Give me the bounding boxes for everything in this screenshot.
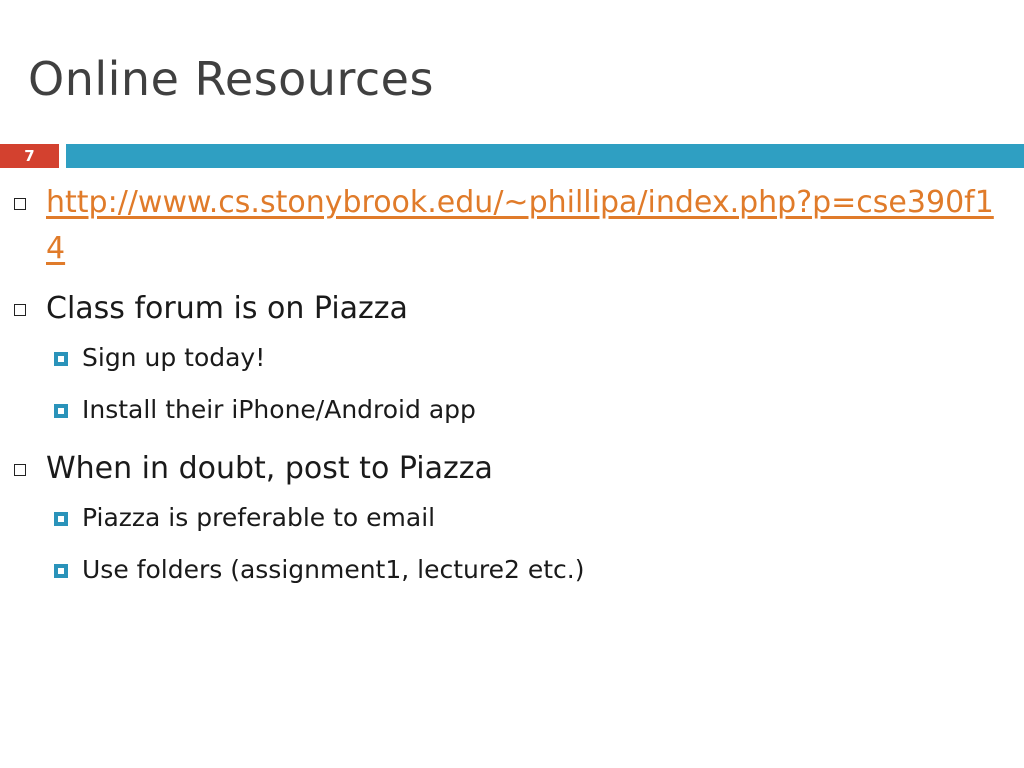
slide-number: 7 (0, 144, 59, 168)
bullet-item (0, 286, 1024, 332)
sub-bullet-item (0, 384, 1024, 436)
bullet-item (0, 180, 1024, 272)
filled-square-icon (54, 512, 68, 526)
filled-square-icon (54, 352, 68, 366)
sub-bullet-text: Use folders (assignment1, lecture2 etc.) (82, 555, 585, 584)
sub-bullet-text: Install their iPhone/Android app (82, 395, 476, 424)
sub-bullet-item (0, 544, 1024, 596)
sub-bullet-text: Piazza is preferable to email (82, 503, 436, 532)
bullet-text: When in doubt, post to Piazza (46, 451, 493, 486)
course-url-link[interactable]: http://www.cs.stonybrook.edu/~phillipa/index.php?p=cse390f14 (46, 185, 994, 266)
sub-bullet-item (0, 492, 1024, 544)
header-divider-bar (66, 144, 1024, 168)
hollow-square-icon (14, 198, 26, 210)
sub-bullet-item (0, 332, 1024, 384)
slide-content (0, 180, 1024, 596)
bullet-text: Class forum is on Piazza (46, 291, 408, 326)
hollow-square-icon (14, 464, 26, 476)
hollow-square-icon (14, 304, 26, 316)
sub-bullet-text: Sign up today! (82, 343, 266, 372)
bullet-item (0, 446, 1024, 492)
filled-square-icon (54, 564, 68, 578)
filled-square-icon (54, 404, 68, 418)
slide-title: Online Resources (28, 52, 434, 106)
